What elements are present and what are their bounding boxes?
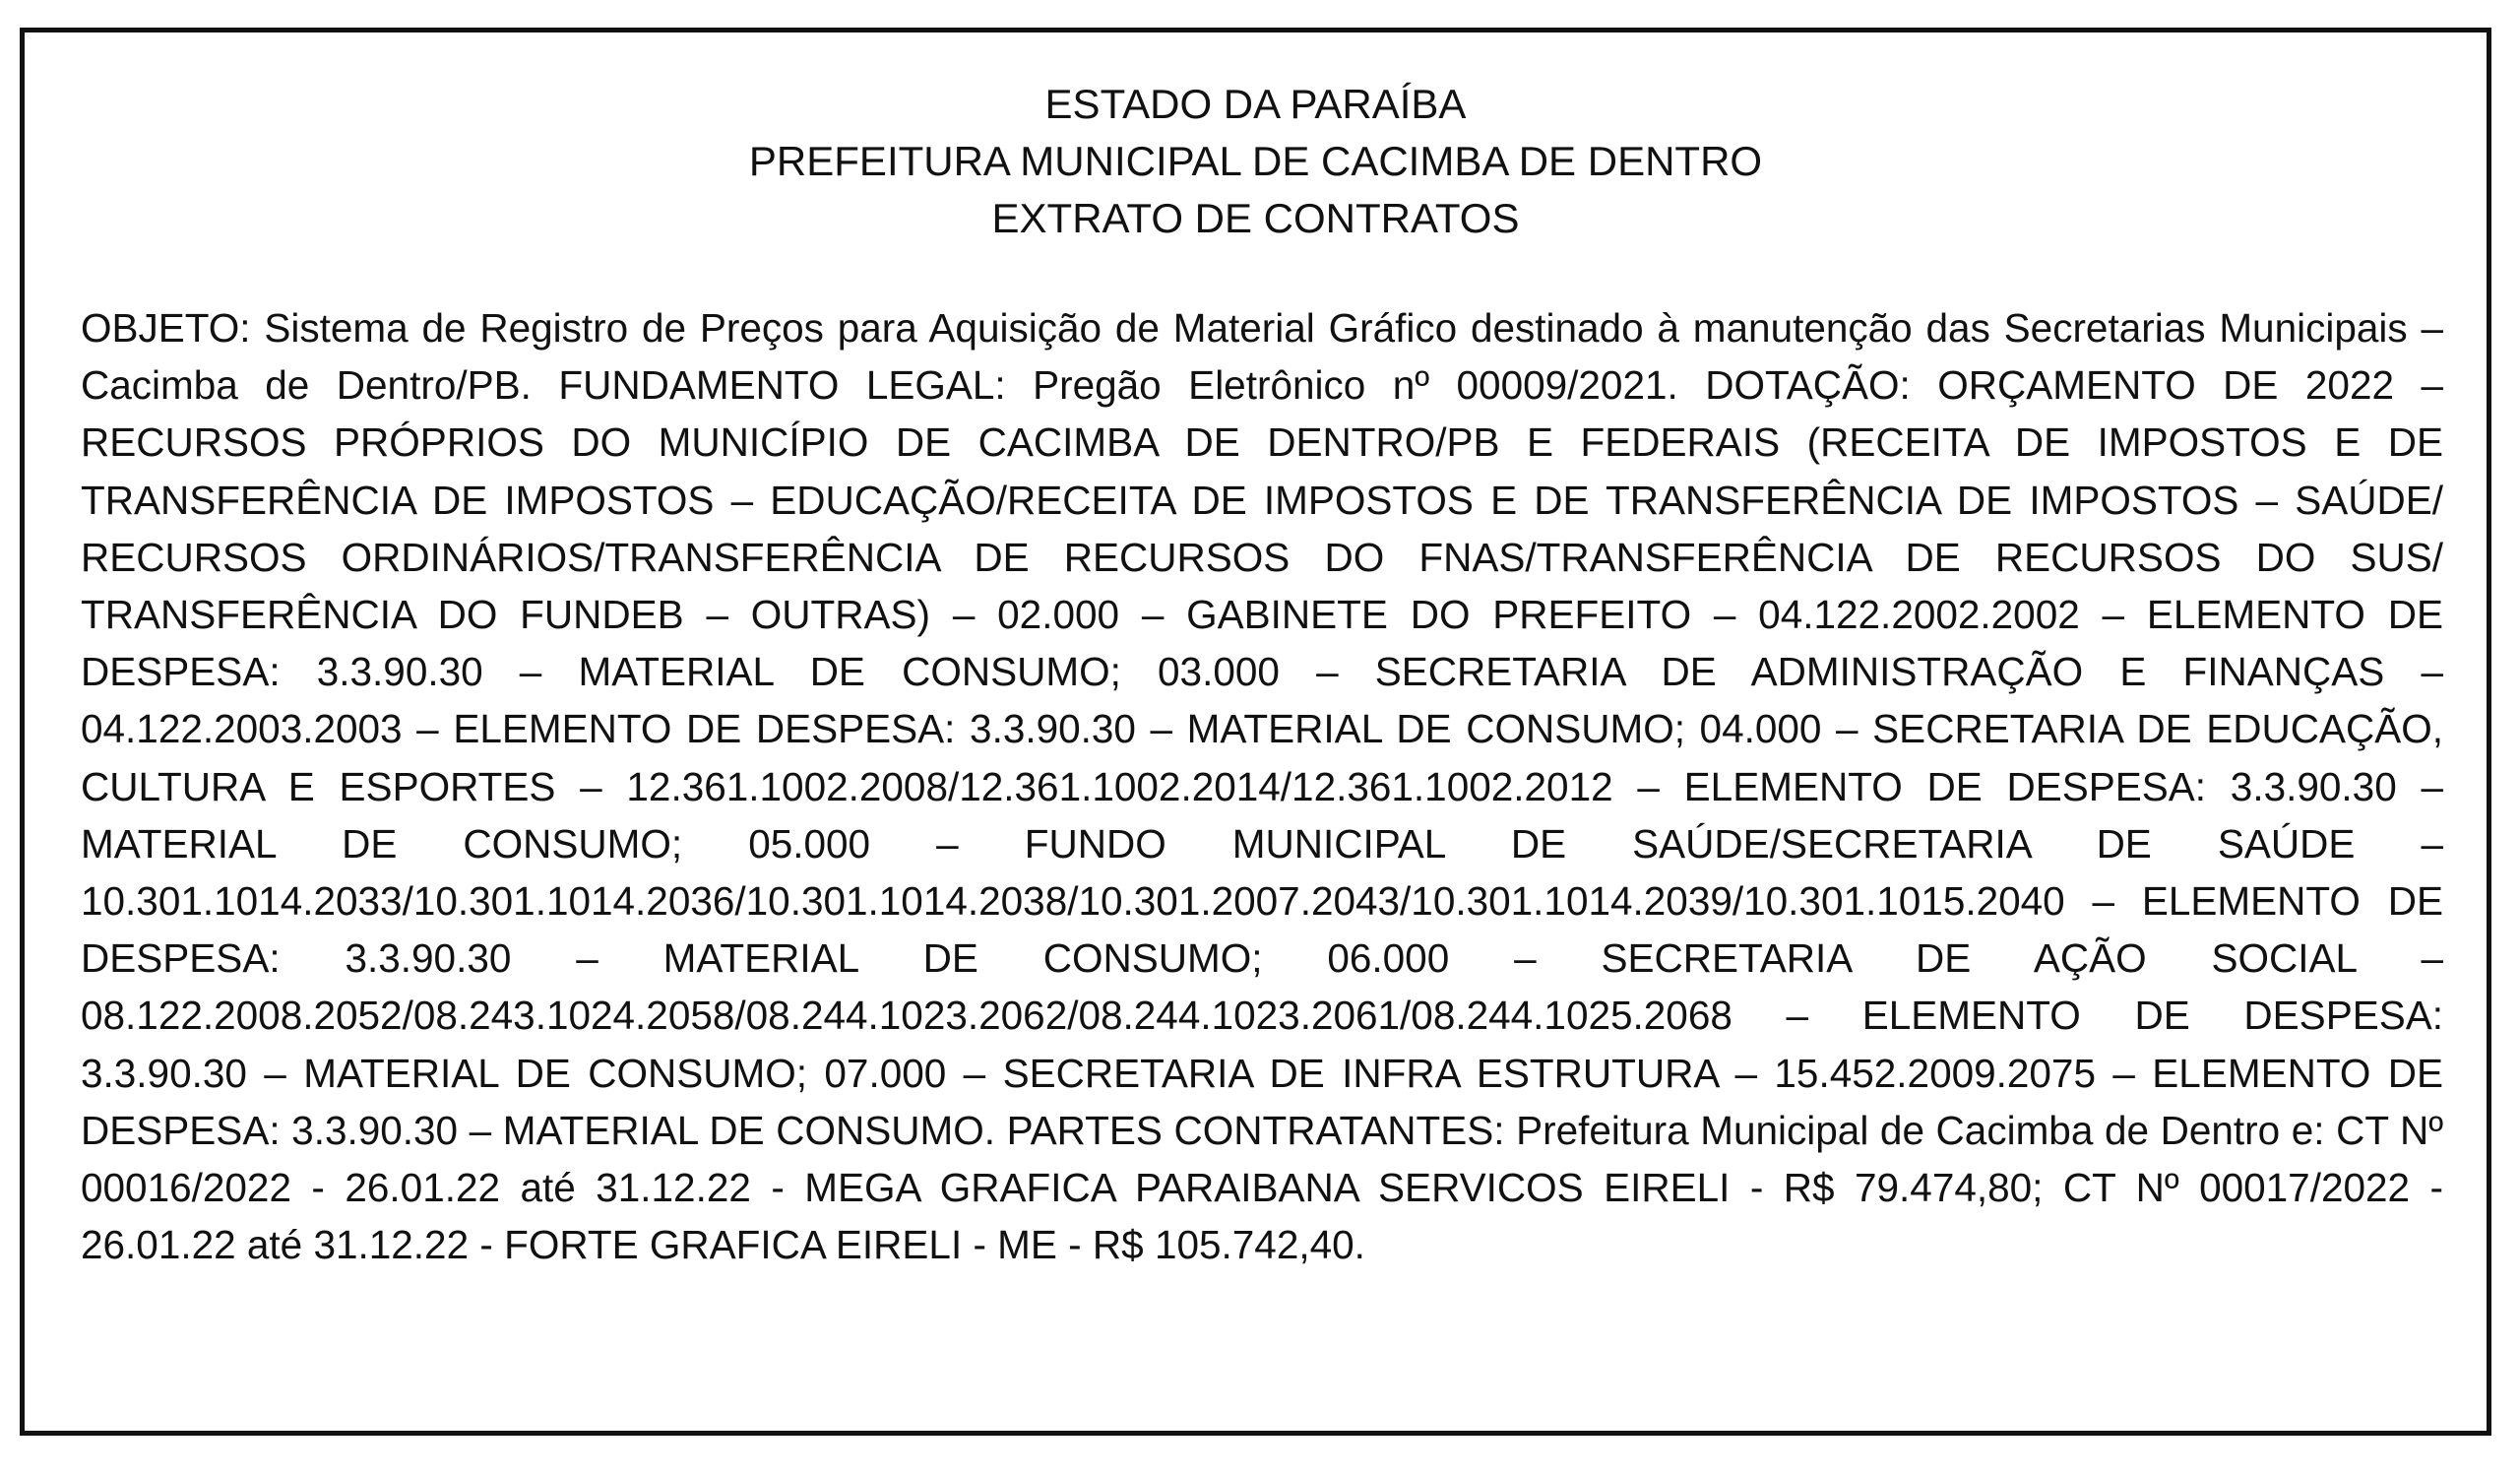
contract-extract-body: OBJETO: Sistema de Registro de Preços para Aquisição de Material Gráfico destinado à manutenção das Secretarias Municipais – Cacimba de Dentro/PB. FUNDAMENTO LEGAL: Pregão Eletrônico nº 00009/2021. DOTAÇÃO: ORÇAMENTO DE 2022 – RECURSOS PRÓPRIOS DO MUNICÍPIO DE CACIMBA DE DENTRO/PB E FEDERAIS (RECEITA DE IMPOSTOS E DE TRANSFERÊNCIA DE IMPOSTOS – EDUCAÇÃO/RECEITA DE IMPOSTOS E DE TRANSFERÊNCIA DE IMPOSTOS – SAÚDE/ RECURSOS ORDINÁRIOS/TRANSFERÊNCIA DE RECURSOS DO FNAS/TRANSFERÊNCIA DE RECURSOS DO SUS/ TRANSFERÊNCIA DO FUNDEB – OUTRAS) – 02.000 – GABINETE DO PREFEITO – 04.122.2002.2002 – ELEMENTO DE DESPESA: 3.3.90.30 – MATERIAL DE CONSUMO; 03.000 – SECRETARIA DE ADMINISTRAÇÃO E FINANÇAS – 04.122.2003.2003 – ELEMENTO DE DESPESA: 3.3.90.30 – MATERIAL DE CONSUMO; 04.000 – SECRETARIA DE EDUCAÇÃO, CULTURA E ESPORTES – 12.361.1002.2008/12.361.1002.2014/12.361.1002.2012 – ELEMENTO DE DESPESA: 3.3.90.30 – MATERIAL DE CONSUMO; 05.000 – FUNDO MUNICIPAL DE SAÚDE/SECRETARIA DE SAÚDE – 10.301.1014.2033/10.301.1014.2036/10.301.1014.2038/10.301.2007.2043/10.301.1014.2039/10.301.1015.2040 – ELEMENTO DE DESPESA: 3.3.90.30 – MATERIAL DE CONSUMO; 06.000 – SECRETARIA DE AÇÃO SOCIAL – 08.122.2008.2052/08.243.1024.2058/08.244.1023.2062/08.244.1023.2061/08.244.1025.2068 – ELEMENTO DE DESPESA: 3.3.90.30 – MATERIAL DE CONSUMO; 07.000 – SECRETARIA DE INFRA ESTRUTURA – 15.452.2009.2075 – ELEMENTO DE DESPESA: 3.3.90.30 – MATERIAL DE CONSUMO. PARTES CONTRATANTES: Prefeitura Municipal de Cacimba de Dentro e: CT Nº 00016/2022 - 26.01.22 até 31.12.22 - MEGA GRAFICA PARAIBANA SERVICOS EIRELI - R$ 79.474,80; CT Nº 00017/2022 - 26.01.22 até 31.12.22 - FORTE GRAFICA EIRELI - ME - R$ 105.742,40.: [81, 305, 2443, 1268]
notice-border-frame: [20, 28, 2491, 1436]
document-title-heading: EXTRATO DE CONTRATOS: [991, 195, 1520, 241]
state-name-heading: ESTADO DA PARAÍBA: [1044, 81, 1467, 127]
municipality-heading: PREFEITURA MUNICIPAL DE CACIMBA DE DENTRO: [748, 138, 1763, 184]
notice-header: [25, 76, 2487, 247]
